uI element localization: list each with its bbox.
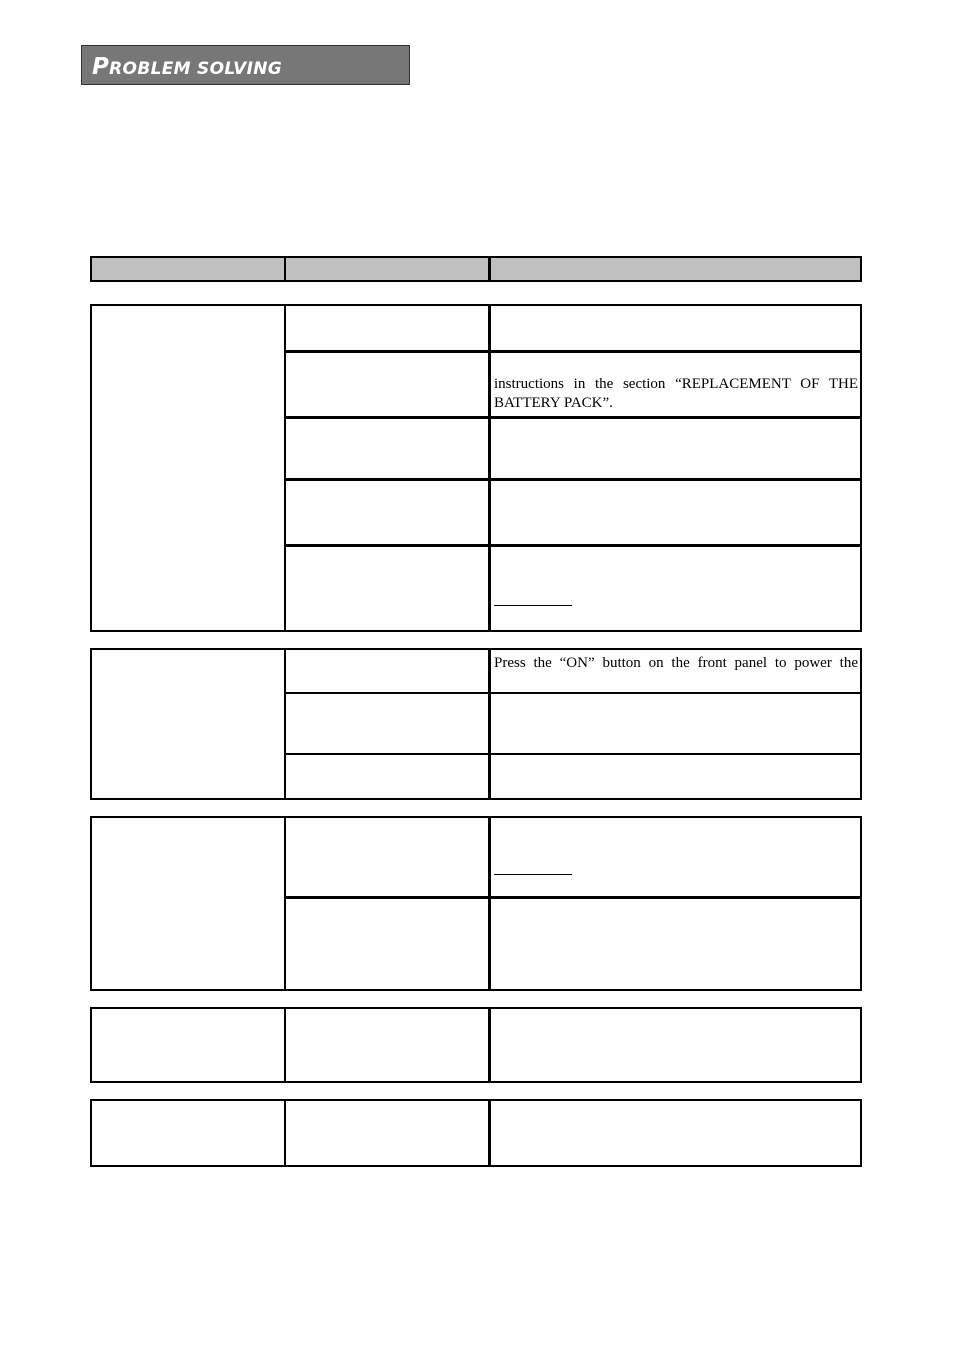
problem-group-5 [90,1099,862,1167]
underline-mark [494,605,572,606]
problem-group-3 [90,816,862,991]
column-divider [488,818,491,989]
section-title-banner [81,45,410,85]
row-divider [284,692,860,694]
column-divider [284,1101,286,1165]
column-divider [488,1009,491,1081]
problem-group-4 [90,1007,862,1083]
row-divider [284,416,860,419]
column-divider [284,1009,286,1081]
column-divider [488,258,491,280]
column-divider [284,258,286,280]
row-divider [284,478,860,481]
column-divider [284,650,286,798]
underline-mark [494,874,572,875]
column-divider [488,306,491,630]
column-divider [284,818,286,989]
column-divider [488,650,491,798]
row-divider [284,350,860,353]
problem-group-2 [90,648,862,800]
row-divider [284,753,860,755]
column-divider [488,1101,491,1165]
remedy-text: BATTERY PACK”. [494,395,613,411]
remedy-text: Press the “ON” button on the front panel to power the [494,655,858,671]
remedy-text: instructions in the section “REPLACEMENT OF THE [494,376,858,392]
row-divider [284,896,860,899]
column-divider [284,306,286,630]
section-title: PROBLEM SOLVING [92,54,283,80]
table-header [90,256,862,282]
row-divider [284,544,860,547]
problem-group-1 [90,304,862,632]
